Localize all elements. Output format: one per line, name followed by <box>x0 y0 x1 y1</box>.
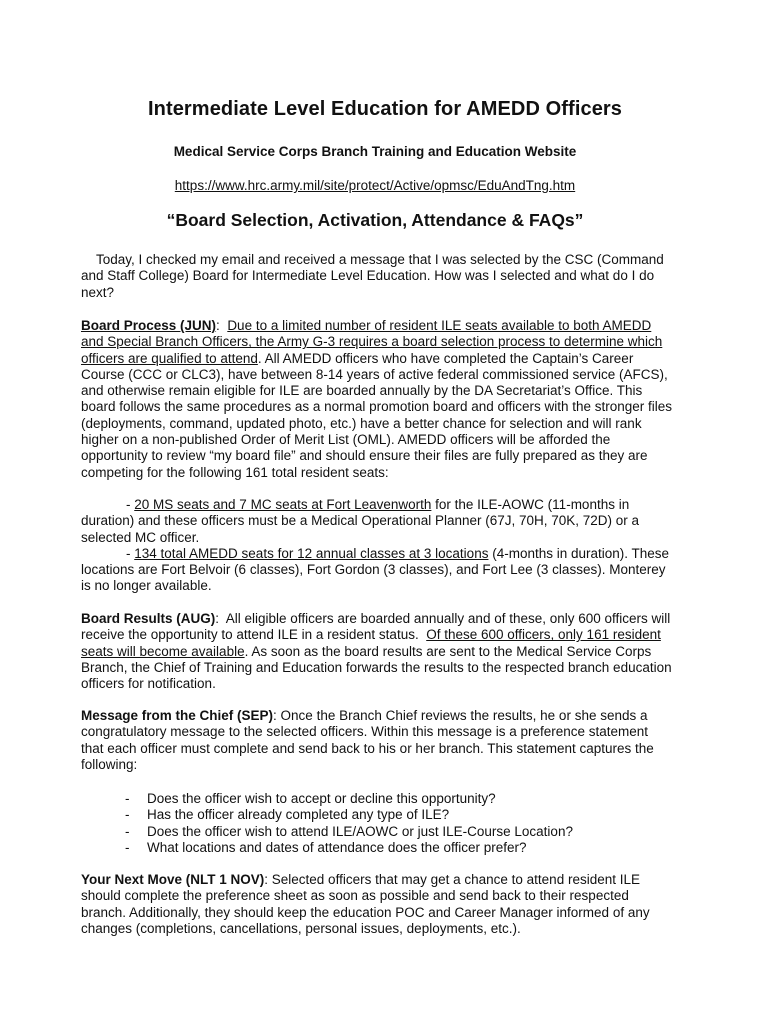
bullet-item: - Has the officer already completed any type of ILE? <box>125 807 450 823</box>
bullet-dash: - <box>125 807 130 823</box>
bullet-dash: - <box>125 839 130 855</box>
intro-text: Today, I checked my email and received a message that I was selected by the CSC (Command and Staff College) Board for Intermediate Level Education. How was I selected and what do I do next? <box>81 252 664 300</box>
preference-bullets <box>81 791 673 856</box>
seat-item <box>81 497 673 546</box>
bullet-item: - Does the officer wish to accept or decline this opportunity? <box>125 791 496 806</box>
section-heading: “Board Selection, Activation, Attendance & FAQs” <box>166 210 584 230</box>
next-move-paragraph <box>81 872 673 937</box>
board-results-text: . As soon as the board results are sent to the Medical Service Corps Branch, the Chief of Training and Education forwards the results to the respected branch education officers for notification. <box>81 643 672 692</box>
board-results-paragraph <box>81 611 673 692</box>
next-move-text: : Selected officers that may get a chance to attend resident ILE should complete the preference sheet as soon as possible and send back to their respected branch. Additionally, they should keep the education POC and Career Manager informed of any changes (completions, cancellations, personal issues, deployments, etc.). <box>81 872 650 936</box>
intro-paragraph <box>81 252 673 301</box>
next-move-label: Your Next Move (NLT 1 NOV) <box>81 872 265 887</box>
seat-underlined: 134 total AMEDD seats for 12 annual classes at 3 locations <box>134 545 489 561</box>
bullet-dash: - <box>125 823 130 839</box>
message-chief-text: : Once the Branch Chief reviews the results, he or she sends a congratulatory message to the selected officers. Within this message is a preference statement that each officer must complete and send back to his or her branch. This statement captures the following: <box>81 708 654 772</box>
seat-underlined: 20 MS seats and 7 MC seats at Fort Leavenworth <box>134 497 432 512</box>
seats-list <box>81 497 673 595</box>
message-chief-label: Message from the Chief (SEP) <box>81 708 274 723</box>
website-url: https://www.hrc.army.mil/site/protect/Active/opmsc/EduAndTng.htm <box>174 178 576 193</box>
bullet-dash: - <box>125 791 130 806</box>
document-title: Intermediate Level Education for AMEDD Officers <box>147 98 623 120</box>
document-subtitle: Medical Service Corps Branch Training and Education Website <box>173 144 577 159</box>
board-results-underlined: Of these 600 officers, only 161 resident seats will become available <box>81 627 661 659</box>
seat-item <box>81 546 673 595</box>
seat-text: for the ILE-AOWC (11-months in duration) and these officers must be a Medical Operational Planner (67J, 70H, 70K, 72D) or a selected MC officer. <box>81 497 640 545</box>
board-results-pre: : All eligible officers are boarded annually and of these, only 600 officers will receive the opportunity to attend ILE in a resident status. <box>81 611 675 643</box>
seat-dash: - <box>126 497 135 512</box>
seat-dash: - <box>126 545 135 561</box>
board-results-label: Board Results (AUG) <box>81 611 216 626</box>
bullet-item: - Does the officer wish to attend ILE/AOWC or just ILE-Course Location? <box>125 823 573 839</box>
board-process-label: Board Process (JUN) <box>81 318 217 333</box>
board-process-text: . All AMEDD officers who have completed the Captain’s Career Course (CCC or CLC3), have between 8-14 years of active federal commissioned service (AFCS), and otherwise remain eligible for ILE are boarded annually by the DA Secretariat’s Office. This board follows the same procedures as a normal promotion board and officers with the stronger files (deployments, command, updated photo, etc.) have a better chance for selection and will rank higher on a non-published Order of Merit List (OML). AMEDD officers will be afforded the opportunity to review “my board file” and should ensure their files are fully prepared as they are competing for the following 161 total resident seats: <box>81 350 673 480</box>
bullet-item: - What locations and dates of attendance does the officer prefer? <box>125 839 527 855</box>
message-chief-paragraph <box>81 708 673 773</box>
board-process-colon: : <box>216 318 228 333</box>
seat-text: (4-months in duration). These locations are Fort Belvoir (6 classes), Fort Gordon (3 classes), and Fort Lee (3 classes). Monterey is no longer available. <box>81 545 670 594</box>
board-process-underlined: Due to a limited number of resident ILE seats available to both AMEDD and Special Branch Officers, the Army G-3 requires a board selection process to determine which officers are qualified to attend <box>81 318 663 366</box>
board-process-paragraph <box>81 318 673 481</box>
